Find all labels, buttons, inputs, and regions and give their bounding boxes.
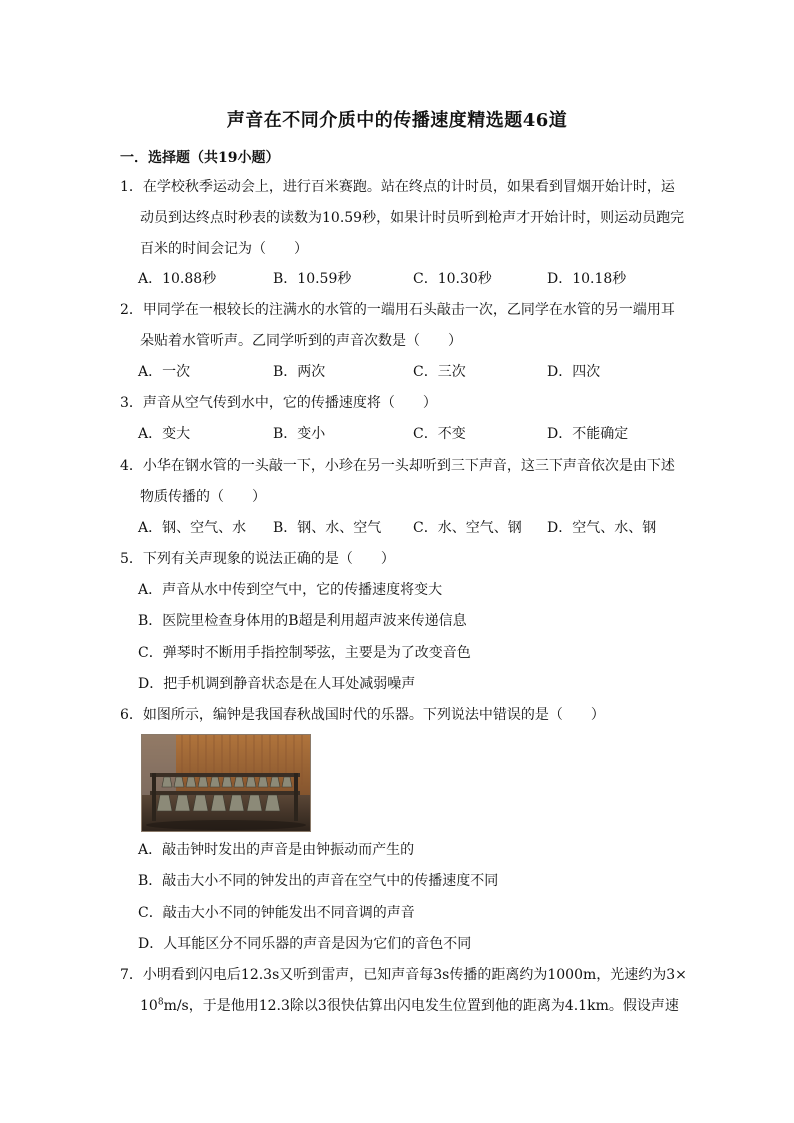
option-c: C．敲击大小不同的钟能发出不同音调的声音	[138, 905, 415, 921]
question-text-line	[120, 991, 680, 1022]
option-b: B．钢、水、空气	[273, 520, 382, 536]
question-text-line: 动员到达终点时秒表的读数为10.59秒，如果计时员听到枪声才开始计时，则运动员跑完	[140, 210, 685, 226]
option-c: C．10.30秒	[413, 271, 492, 287]
option-c: C．水、空气、钢	[413, 520, 522, 536]
option-d: D．10.18秒	[547, 271, 627, 287]
option-b: B．变小	[273, 426, 326, 442]
question-text-line: 4．小华在钢水管的一头敲一下，小珍在另一头却听到三下声音，这三下声音依次是由下述	[120, 458, 675, 474]
question-2	[120, 295, 680, 357]
option-d: D．把手机调到静音状态是在人耳处减弱噪声	[138, 676, 416, 692]
option-a: A．敲击钟时发出的声音是由钟振动而产生的	[138, 842, 415, 858]
option-d: D．人耳能区分不同乐器的声音是因为它们的音色不同	[138, 936, 472, 952]
power-base: 10	[140, 998, 158, 1014]
option-d: D．空气、水、钢	[547, 520, 657, 536]
question-5	[120, 544, 680, 575]
power-exponent: 8	[157, 997, 164, 1008]
option-a: A．钢、空气、水	[138, 520, 247, 536]
option-b: B．医院里检查身体用的B超是利用超声波来传递信息	[138, 613, 467, 629]
question-7	[120, 960, 687, 1022]
question-4	[120, 451, 680, 513]
option-d: D．四次	[547, 364, 601, 380]
option-a: A．变大	[138, 426, 191, 442]
question-text-line: 6．如图所示，编钟是我国春秋战国时代的乐器。下列说法中错误的是（ ）	[120, 707, 605, 723]
question-text-line: 5．下列有关声现象的说法正确的是（ ）	[120, 551, 395, 567]
option-a: A．10.88秒	[138, 271, 217, 287]
question-3	[120, 388, 680, 419]
bianzhong-photo	[141, 734, 311, 832]
question-text-line: 3．声音从空气传到水中，它的传播速度将（ ）	[120, 395, 437, 411]
page-title: 声音在不同介质中的传播速度精选题46道	[226, 110, 568, 131]
question-text-line: 朵贴着水管听声。乙同学听到的声音次数是（ ）	[140, 333, 462, 349]
question-text-line: 百米的时间会记为（ ）	[140, 241, 308, 257]
option-d: D．不能确定	[547, 426, 629, 442]
option-a: A．声音从水中传到空气中，它的传播速度将变大	[138, 582, 443, 598]
option-b: B．10.59秒	[273, 271, 352, 287]
option-b: B．两次	[273, 364, 326, 380]
section-title: 一．选择题（共19小题）	[120, 150, 280, 166]
option-c: C．弹琴时不断用手指控制琴弦，主要是为了改变音色	[138, 645, 471, 661]
question-1	[120, 172, 685, 265]
question-text-line: 2．甲同学在一根较长的注满水的水管的一端用石头敲击一次，乙同学在水管的另一端用耳	[120, 302, 675, 318]
option-c: C．不变	[413, 426, 466, 442]
question-text-line: 物质传播的（ ）	[140, 489, 266, 505]
option-b: B．敲击大小不同的钟发出的声音在空气中的传播速度不同	[138, 873, 499, 889]
question-6	[120, 700, 680, 731]
question-text-line: 7．小明看到闪电后12.3s又听到雷声，已知声音每3s传播的距离约为1000m，光速约为3×	[120, 967, 687, 983]
option-c: C．三次	[413, 364, 466, 380]
option-a: A．一次	[138, 364, 191, 380]
question-text-line: 1．在学校秋季运动会上，进行百米赛跑。站在终点的计时员，如果看到冒烟开始计时，运	[120, 179, 675, 195]
question-text-rest: m/s，于是他用12.3除以3很快估算出闪电发生位置到他的距离为4.1km。假设声速	[163, 998, 679, 1014]
